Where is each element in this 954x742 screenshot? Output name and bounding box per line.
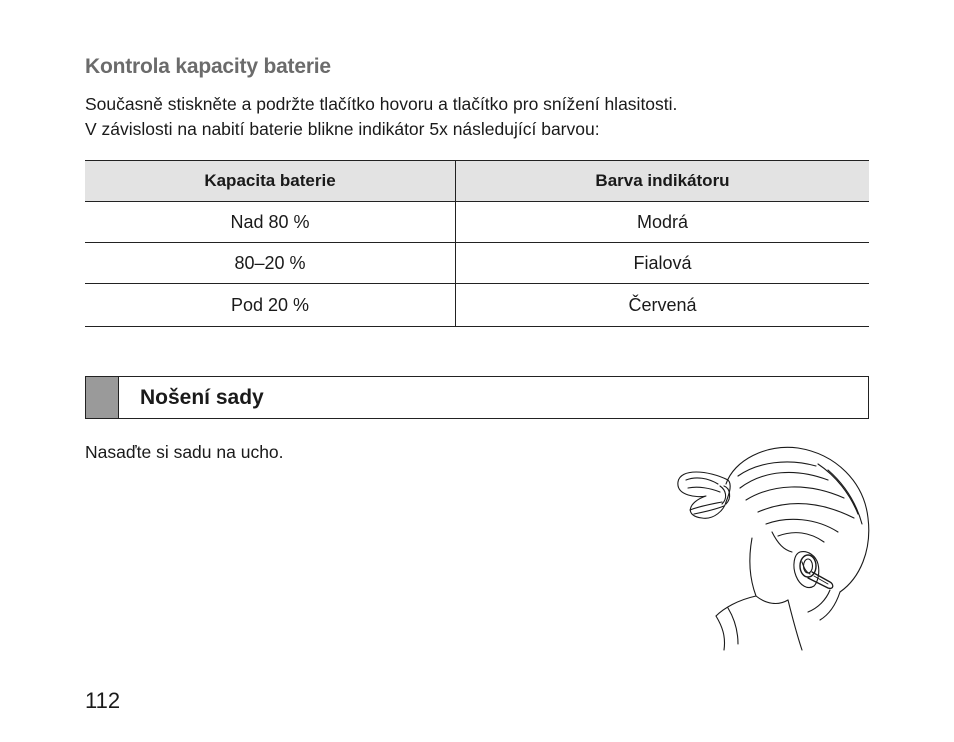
page-number: 112	[85, 688, 121, 713]
headset-on-ear-illustration	[668, 440, 873, 652]
table-row	[85, 284, 869, 327]
capacity-cell: Nad 80 %	[85, 202, 456, 243]
wearing-section-heading: Nošení sady	[140, 385, 264, 409]
capacity-cell: 80–20 %	[85, 243, 456, 284]
header-indicator-color: Barva indikátoru	[456, 161, 870, 202]
intro-line: V závislosti na nabití baterie blikne indikátor 5x následující barvou:	[85, 119, 600, 139]
table-row	[85, 202, 869, 243]
header-capacity: Kapacita baterie	[85, 161, 456, 202]
capacity-cell: Pod 20 %	[85, 284, 456, 327]
color-cell: Červená	[456, 284, 870, 327]
heading-marker	[86, 377, 119, 418]
battery-capacity-table	[85, 160, 869, 327]
table-row	[85, 243, 869, 284]
battery-section-heading: Kontrola kapacity baterie	[85, 55, 331, 78]
battery-intro	[85, 92, 677, 142]
color-cell: Fialová	[456, 243, 870, 284]
wearing-instruction: Nasaďte si sadu na ucho.	[85, 442, 284, 462]
wearing-section-heading-box	[85, 376, 869, 419]
intro-line: Současně stiskněte a podržte tlačítko hovoru a tlačítko pro snížení hlasitosti.	[85, 94, 678, 114]
table-header-row	[85, 161, 869, 202]
color-cell: Modrá	[456, 202, 870, 243]
